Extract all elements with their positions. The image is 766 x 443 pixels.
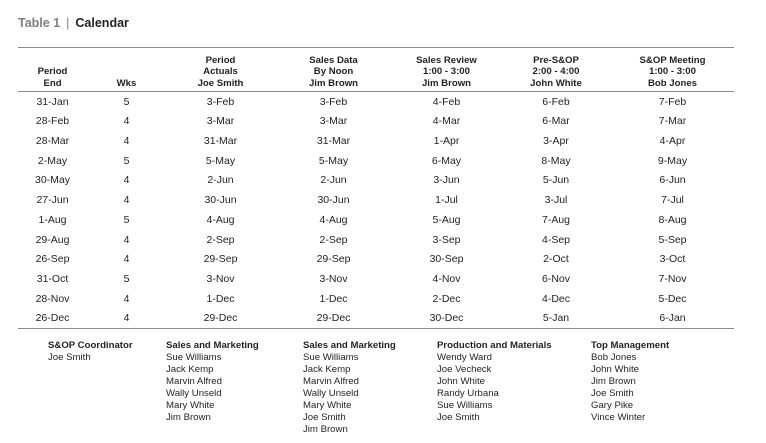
cell-sales-review: 30-Sep bbox=[429, 253, 464, 266]
cell-period-actuals: 30-Jun bbox=[204, 194, 237, 207]
team-member: Vince Winter bbox=[591, 412, 646, 423]
team-member: John White bbox=[591, 364, 639, 375]
cell-sales-data: 3-Nov bbox=[319, 273, 348, 286]
table-number: Table 1 bbox=[18, 16, 61, 30]
cell-sales-review: 5-Aug bbox=[432, 213, 461, 226]
cell-period-end: 26-Sep bbox=[35, 253, 70, 266]
team-group bbox=[591, 340, 669, 424]
team-member: Marvin Alfred bbox=[166, 376, 222, 387]
team-group bbox=[303, 340, 396, 436]
cell-period-end: 30-May bbox=[34, 174, 70, 187]
table-row bbox=[18, 92, 734, 112]
cell-sop-meeting: 5-Dec bbox=[658, 292, 687, 305]
cell-sales-review: 3-Sep bbox=[432, 233, 461, 246]
team-group bbox=[437, 340, 552, 424]
team-member: Jim Brown bbox=[303, 424, 348, 435]
table-body bbox=[18, 92, 734, 329]
column-header-sop-meeting: S&OP Meeting 1:00 - 3:00 Bob Jones bbox=[611, 48, 734, 92]
cell-sop-meeting: 8-Aug bbox=[658, 213, 687, 226]
cell-sales-data: 3-Feb bbox=[319, 95, 348, 108]
cell-sop-meeting: 4-Apr bbox=[659, 134, 686, 147]
cell-pre-sop: 4-Sep bbox=[541, 233, 571, 246]
cell-sop-meeting: 3-Oct bbox=[659, 253, 686, 266]
cell-pre-sop: 2-Oct bbox=[543, 253, 569, 266]
cell-period-actuals: 2-Jun bbox=[207, 174, 234, 187]
team-member: Jim Brown bbox=[591, 376, 636, 387]
team-heading: Production and Materials bbox=[437, 340, 552, 351]
team-member: John White bbox=[437, 376, 485, 387]
team-heading: Top Management bbox=[591, 340, 670, 351]
team-member: Joe Smith bbox=[437, 412, 480, 423]
cell-period-end: 1-Aug bbox=[38, 213, 67, 226]
cell-sales-review: 1-Jul bbox=[435, 194, 458, 207]
team-member: Jack Kemp bbox=[303, 364, 351, 375]
cell-pre-sop: 4-Dec bbox=[541, 292, 570, 305]
team-member: Sue Williams bbox=[166, 352, 222, 363]
table-header-row bbox=[18, 48, 734, 92]
cell-period-actuals: 5-May bbox=[205, 154, 236, 167]
column-header-period-actuals: Period Actuals Joe Smith bbox=[166, 48, 275, 92]
team-member: Joe Smith bbox=[48, 352, 91, 363]
team-heading: S&OP Coordinator bbox=[48, 340, 133, 351]
cell-pre-sop: 6-Feb bbox=[542, 95, 570, 108]
cell-sop-meeting: 7-Mar bbox=[658, 115, 687, 128]
team-roster bbox=[0, 340, 766, 440]
cell-period-actuals: 29-Sep bbox=[203, 253, 238, 266]
cell-sales-data: 29-Sep bbox=[316, 253, 351, 266]
cell-weeks: 4 bbox=[123, 174, 130, 187]
cell-pre-sop: 8-May bbox=[541, 154, 571, 167]
cell-sales-review: 4-Nov bbox=[432, 273, 461, 286]
cell-weeks: 4 bbox=[123, 115, 130, 128]
team-heading: Sales and Marketing bbox=[166, 340, 259, 351]
cell-period-actuals: 3-Nov bbox=[206, 273, 235, 286]
cell-weeks: 4 bbox=[123, 194, 130, 207]
cell-sales-data: 1-Dec bbox=[319, 292, 348, 305]
cell-period-actuals: 3-Feb bbox=[206, 95, 235, 108]
team-member: Bob Jones bbox=[591, 352, 637, 363]
cell-period-end: 31-Jan bbox=[36, 95, 69, 108]
cell-period-end: 28-Nov bbox=[35, 292, 70, 305]
cell-period-end: 31-Oct bbox=[36, 273, 69, 286]
cell-period-end: 2-May bbox=[37, 154, 68, 167]
team-member: Mary White bbox=[166, 400, 215, 411]
cell-pre-sop: 3-Apr bbox=[543, 134, 569, 147]
cell-sales-data: 30-Jun bbox=[317, 194, 350, 207]
column-header-sales-data: Sales Data By Noon Jim Brown bbox=[275, 48, 392, 92]
cell-period-end: 29-Aug bbox=[35, 233, 70, 246]
cell-sales-data: 4-Aug bbox=[319, 213, 348, 226]
cell-sales-review: 3-Jun bbox=[433, 174, 460, 187]
cell-weeks: 4 bbox=[123, 134, 130, 147]
cell-sales-data: 31-Mar bbox=[316, 134, 351, 147]
cell-sales-review: 30-Dec bbox=[392, 309, 501, 329]
cell-period-end: 28-Feb bbox=[35, 115, 70, 128]
column-header-weeks: Wks bbox=[87, 48, 166, 92]
table-row bbox=[18, 111, 734, 131]
table-row bbox=[18, 190, 734, 210]
column-header-sales-review: Sales Review 1:00 - 3:00 Jim Brown bbox=[392, 48, 501, 92]
team-group bbox=[48, 340, 133, 364]
cell-period-actuals: 31-Mar bbox=[203, 134, 238, 147]
cell-period-end: 27-Jun bbox=[36, 194, 69, 207]
cell-weeks: 4 bbox=[123, 292, 130, 305]
cell-period-actuals: 3-Mar bbox=[206, 115, 235, 128]
team-member: Jack Kemp bbox=[166, 364, 214, 375]
cell-pre-sop: 5-Jan bbox=[501, 309, 611, 329]
cell-sales-data: 3-Mar bbox=[319, 115, 348, 128]
team-member: Wally Unseld bbox=[303, 388, 359, 399]
cell-pre-sop: 5-Jun bbox=[542, 174, 570, 187]
team-group bbox=[166, 340, 259, 424]
team-member: Sue Williams bbox=[303, 352, 359, 363]
team-member: Marvin Alfred bbox=[303, 376, 359, 387]
cell-sop-meeting: 6-Jan bbox=[611, 309, 734, 329]
cell-sop-meeting: 7-Nov bbox=[658, 273, 687, 286]
team-member: Joe Smith bbox=[303, 412, 346, 423]
cell-period-actuals: 4-Aug bbox=[206, 213, 235, 226]
column-header-pre-sop: Pre-S&OP 2:00 - 4:00 John White bbox=[501, 48, 611, 92]
cell-pre-sop: 3-Jul bbox=[544, 194, 568, 207]
cell-sop-meeting: 5-Sep bbox=[658, 233, 687, 246]
cell-pre-sop: 6-Mar bbox=[542, 115, 570, 128]
cell-sales-review: 2-Dec bbox=[432, 292, 461, 305]
cell-weeks: 5 bbox=[123, 95, 130, 108]
team-member: Jim Brown bbox=[166, 412, 211, 423]
cell-sales-data: 2-Sep bbox=[319, 233, 348, 246]
cell-sales-review: 1-Apr bbox=[433, 134, 460, 147]
table-row bbox=[18, 309, 734, 329]
cell-period-actuals: 1-Dec bbox=[206, 292, 235, 305]
cell-sales-review: 4-Mar bbox=[432, 115, 461, 128]
table-row bbox=[18, 250, 734, 270]
cell-period-actuals: 2-Sep bbox=[206, 233, 235, 246]
cell-sales-data: 29-Dec bbox=[275, 309, 392, 329]
calendar-table bbox=[18, 47, 734, 329]
table-name: Calendar bbox=[75, 16, 129, 30]
table-row bbox=[18, 269, 734, 289]
table-row bbox=[18, 151, 734, 171]
team-member: Joe Smith bbox=[591, 388, 634, 399]
cell-sop-meeting: 7-Jul bbox=[661, 194, 684, 207]
cell-weeks: 4 bbox=[123, 253, 130, 266]
cell-period-end: 26-Dec bbox=[18, 309, 87, 329]
team-member: Wendy Ward bbox=[437, 352, 492, 363]
cell-weeks: 4 bbox=[123, 233, 130, 246]
cell-weeks: 4 bbox=[87, 309, 166, 329]
team-member: Gary Pike bbox=[591, 400, 634, 411]
team-member: Sue Williams bbox=[437, 400, 493, 411]
table-row bbox=[18, 289, 734, 309]
title-separator: | bbox=[66, 16, 70, 30]
table-row bbox=[18, 131, 734, 151]
cell-weeks: 5 bbox=[123, 213, 130, 226]
team-member: Wally Unseld bbox=[166, 388, 222, 399]
cell-period-actuals: 29-Dec bbox=[166, 309, 275, 329]
team-member: Randy Urbana bbox=[437, 388, 499, 399]
cell-sales-review: 6-May bbox=[431, 154, 462, 167]
cell-sales-data: 5-May bbox=[318, 154, 349, 167]
cell-pre-sop: 6-Nov bbox=[541, 273, 570, 286]
cell-weeks: 5 bbox=[123, 154, 130, 167]
team-heading: Sales and Marketing bbox=[303, 340, 396, 351]
column-header-period-end: Period End bbox=[18, 48, 87, 92]
cell-period-end: 28-Mar bbox=[35, 134, 70, 147]
cell-sop-meeting: 9-May bbox=[657, 154, 688, 167]
table-row bbox=[18, 230, 734, 250]
cell-pre-sop: 7-Aug bbox=[541, 213, 571, 226]
cell-sop-meeting: 7-Feb bbox=[658, 95, 687, 108]
table-row bbox=[18, 210, 734, 230]
cell-sales-review: 4-Feb bbox=[432, 95, 461, 108]
cell-sales-data: 2-Jun bbox=[320, 174, 347, 187]
cell-sop-meeting: 6-Jun bbox=[659, 174, 686, 187]
table-row bbox=[18, 171, 734, 191]
table-title bbox=[18, 16, 129, 30]
cell-weeks: 5 bbox=[123, 273, 130, 286]
team-member: Mary White bbox=[303, 400, 352, 411]
team-member: Joe Vecheck bbox=[437, 364, 492, 375]
